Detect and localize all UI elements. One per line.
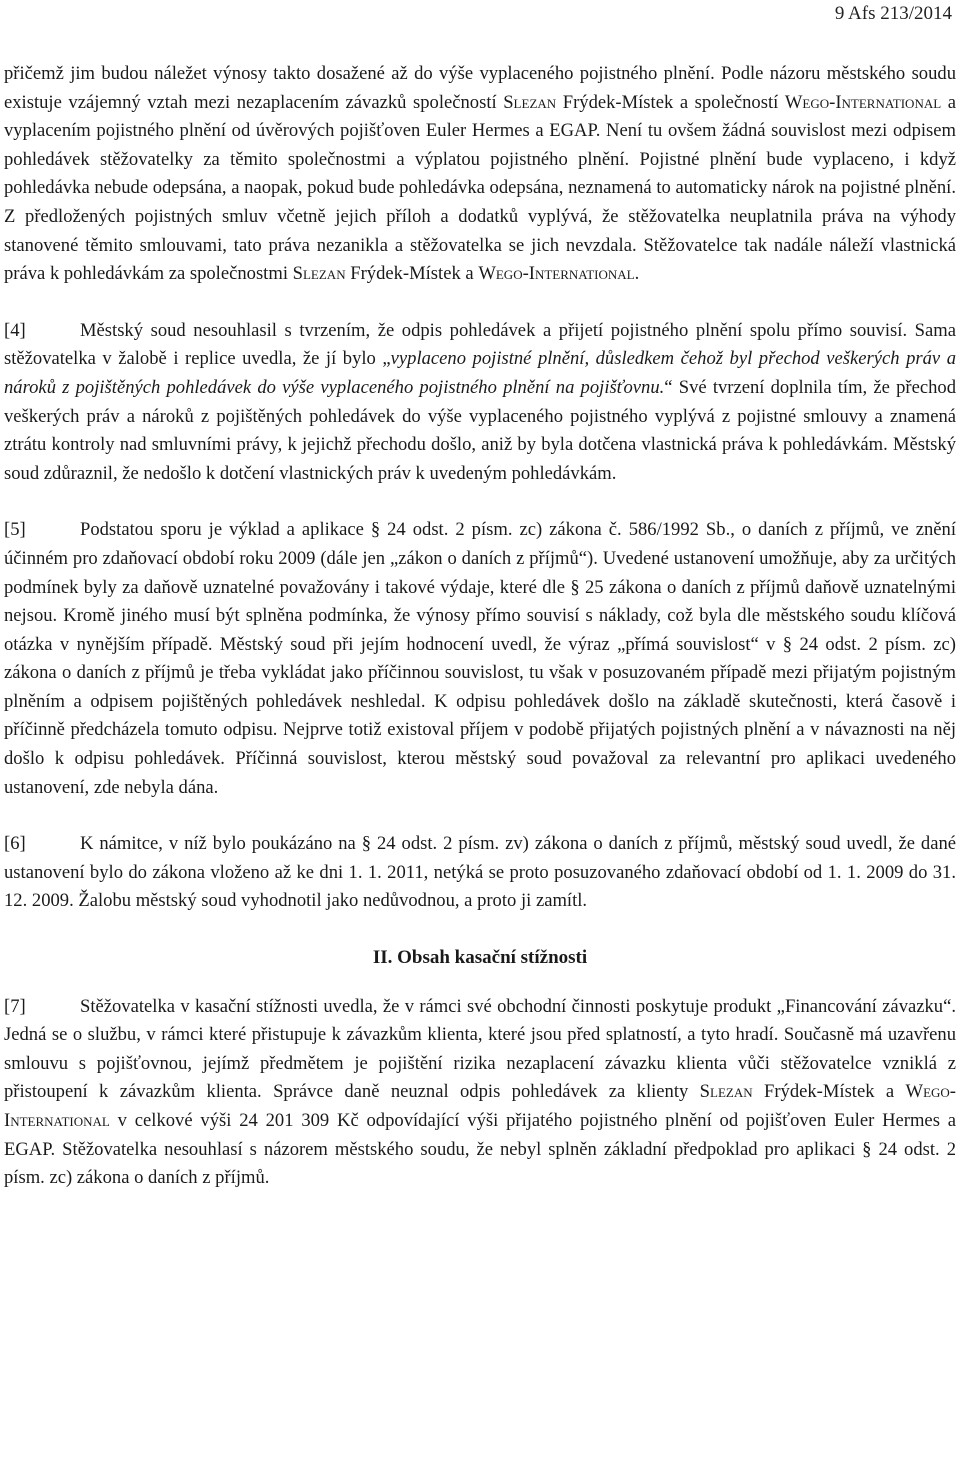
company-name: Wego-International xyxy=(784,91,942,113)
company-name: Wego-International xyxy=(4,1081,956,1131)
paragraph-continued: přičemž jim budou náležet výnosy takto dosažené až do výše vyplaceného pojistného plnění. Podle názoru městského soudu existuje vzájemný vztah mezi nezaplacením závazků společností Slezan Frýdek-Místek a společností Wego-International a vyplacením pojistného plnění od úvěrových pojišťoven Euler Hermes a EGAP. Není tu ovšem žádná souvislost mezi odpisem pohledávek stěžovatelky za těmito společnostmi a výplatou pojistného plnění. Pojistné plnění bude vyplaceno, i když pohledávka nebude odepsána, a naopak, pokud bude pohledávka odepsána, neznamená to automaticky nárok na pojistné plnění. Z předložených pojistných smluv včetně jejich příloh a dodatků vyplývá, že stěžovatelka neuplatnila práva na výhody stanovené těmito smlouvami, tato práva nezanikla a stěžovatelka se jich nevzdala. Stěžovatelce tak nadále náleží vlastnická práva k pohledávkám za společnostmi Slezan Frýdek-Místek a Wego-International. xyxy=(4,63,956,285)
paragraph-number: [7] xyxy=(4,995,26,1017)
company-name: Slezan xyxy=(292,263,346,285)
quoted-text: vyplaceno pojistné plnění, důsledkem čehož byl přechod veškerých práv a nároků z pojištěných pohledávek do výše vyplaceného pojistného plnění na pojišťovnu. xyxy=(4,348,956,398)
paragraph-number: [4] xyxy=(4,319,26,341)
paragraph-6: [6] K námitce, v níž bylo poukázáno na § 24 odst. 2 písm. zv) zákona o daních z příjmů, městský soud uvedl, že dané ustanovení bylo do zákona vloženo až ke dni 1. 1. 2011, netýká se proto posuzovaného zdaňovací období od 1. 1. 2009 do 31. 12. 2009. Žalobu městský soud vyhodnotil jako nedůvodnou, a proto ji zamítl. xyxy=(4,830,956,916)
company-name: Slezan xyxy=(699,1081,753,1103)
company-name: Wego-International xyxy=(478,263,635,285)
section-heading: II. Obsah kasační stížnosti xyxy=(372,947,588,969)
paragraph-5: [5] Podstatou sporu je výklad a aplikace § 24 odst. 2 písm. zc) zákona č. 586/1992 Sb., o daních z příjmů, ve znění účinném pro zdaňovací období roku 2009 (dále jen „zákon o daních z příjmů“). Uvedené ustanovení umožňuje, aby za určitých podmínek byly za daňově uznatelné považovány i takové výdaje, které dle § 25 zákona o daních z příjmů daňově uznatelnými nejsou. Kromě jiného musí být splněna podmínka, že výnosy přímo souvisí s náklady, což byla dle městského soudu klíčová otázka v nynějším případě. Městský soud při jejím hodnocení uvedl, že výraz „přímá souvislost“ v § 24 odst. 2 písm. zc) zákona o daních z příjmů je třeba vykládat jako příčinnou souvislost, tu však v posuzovaném případě mezi přijatým pojistným plněním a odpisem pojištěných pohledávek neshledal. K odpisu pohledávek došlo na základě skutečnosti, která časově i příčinně předcházela tomuto odpisu. Nejprve totiž existoval příjem v podobě přijatých pojistných plnění a v návaznosti na něj došlo k odpisu pohledávek. Příčinná souvislost, kterou městský soud považoval za relevantní pro aplikaci uvedeného ustanovení, zde nebyla dána. xyxy=(4,516,956,802)
paragraph-7: [7] Stěžovatelka v kasační stížnosti uvedla, že v rámci své obchodní činnosti poskytuje produkt „Financování závazku“. Jedná se o službu, v rámci které přistupuje k závazkům klienta, které jsou před splatností, a tyto hradí. Současně má uzavřenu smlouvu s pojišťovnou, jejímž předmětem je pojištění rizika nezaplacení závazku klienta vůči stěžovatelce vzniklá z přistoupení k závazkům klienta. Správce daně neuznal odpis pohledávek za klienty Slezan Frýdek-Místek a Wego-International v celkové výši 24 201 309 Kč odpovídající výši přijatého pojistného plnění od pojišťoven Euler Hermes a EGAP. Stěžovatelka nesouhlasí s názorem městského soudu, že nebyl splněn základní předpoklad pro aplikaci § 24 odst. 2 písm. zc) zákona o daních z příjmů. xyxy=(4,993,956,1193)
company-name: Slezan xyxy=(503,91,557,113)
case-number: 9 Afs 213/2014 xyxy=(834,3,952,24)
document-body xyxy=(4,60,956,1193)
paragraph-number: [5] xyxy=(4,519,26,541)
paragraph-4: [4] Městský soud nesouhlasil s tvrzením, že odpis pohledávek a přijetí pojistného plnění spolu přímo souvisí. Sama stěžovatelka v žalobě i replice uvedla, že jí bylo „vyplaceno pojistné plnění, důsledkem čehož byl přechod veškerých práv a nároků z pojištěných pohledávek do výše vyplaceného pojistného plnění na pojišťovnu.“ Své tvrzení doplnila tím, že přechod veškerých práv a nároků z pojištěných pohledávek do výše vyplaceného pojistného vyplývá z pojistné smlouvy a znamená ztrátu kontroly nad smluvními právy, k jejichž přechodu došlo, aniž by byla dotčena vlastnická práva k pohledávkám. Městský soud zdůraznil, že nedošlo k dotčení vlastnických práv k uvedeným pohledávkám. xyxy=(4,317,956,489)
paragraph-number: [6] xyxy=(4,833,26,855)
